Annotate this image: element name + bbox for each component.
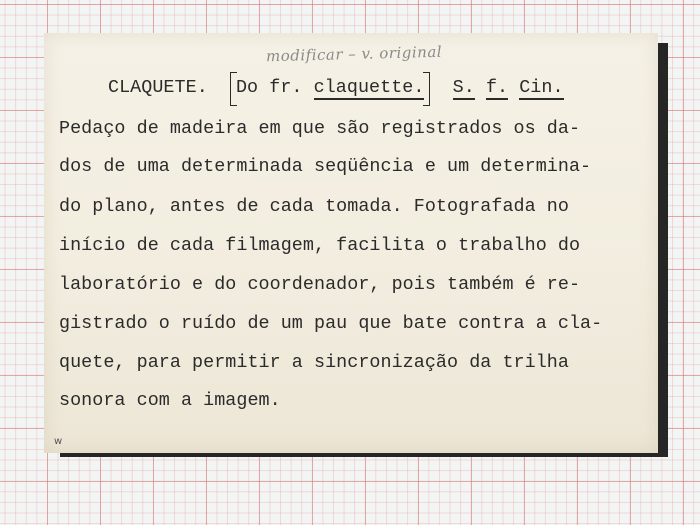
etymology-prefix: Do fr. <box>235 77 303 98</box>
etymology-bracket <box>230 78 431 98</box>
definition-line-6: gistrado o ruído de um pau que bate contra a cla- <box>59 313 603 334</box>
index-card <box>44 33 658 453</box>
grammar-s: S. <box>452 77 475 98</box>
grammar-f: f. <box>485 77 509 98</box>
definition-line-7: quete, para permitir a sincronização da trilha <box>59 352 569 373</box>
definition-line-4: início de cada filmagem, facilita o trabalho do <box>59 235 581 256</box>
definition-line-8: sonora com a imagem. <box>59 390 281 411</box>
headword: CLAQUETE. <box>108 77 208 98</box>
definition-line-1: Pedaço de madeira em que são registrados os da- <box>59 118 581 139</box>
corner-mark: w <box>54 436 63 447</box>
definition-line-5: laboratório e do coordenador, pois também é re- <box>59 274 581 295</box>
etymology-word: claquette. <box>313 77 425 98</box>
definition-line-2: dos de uma determinada seqüência e um determina- <box>59 156 592 177</box>
definition-line-3: do plano, antes de cada tomada. Fotografada no <box>59 196 569 217</box>
grammar-field: Cin. <box>519 77 564 98</box>
handwritten-note: modificar – v. original <box>265 42 443 66</box>
entry-heading <box>108 78 564 98</box>
